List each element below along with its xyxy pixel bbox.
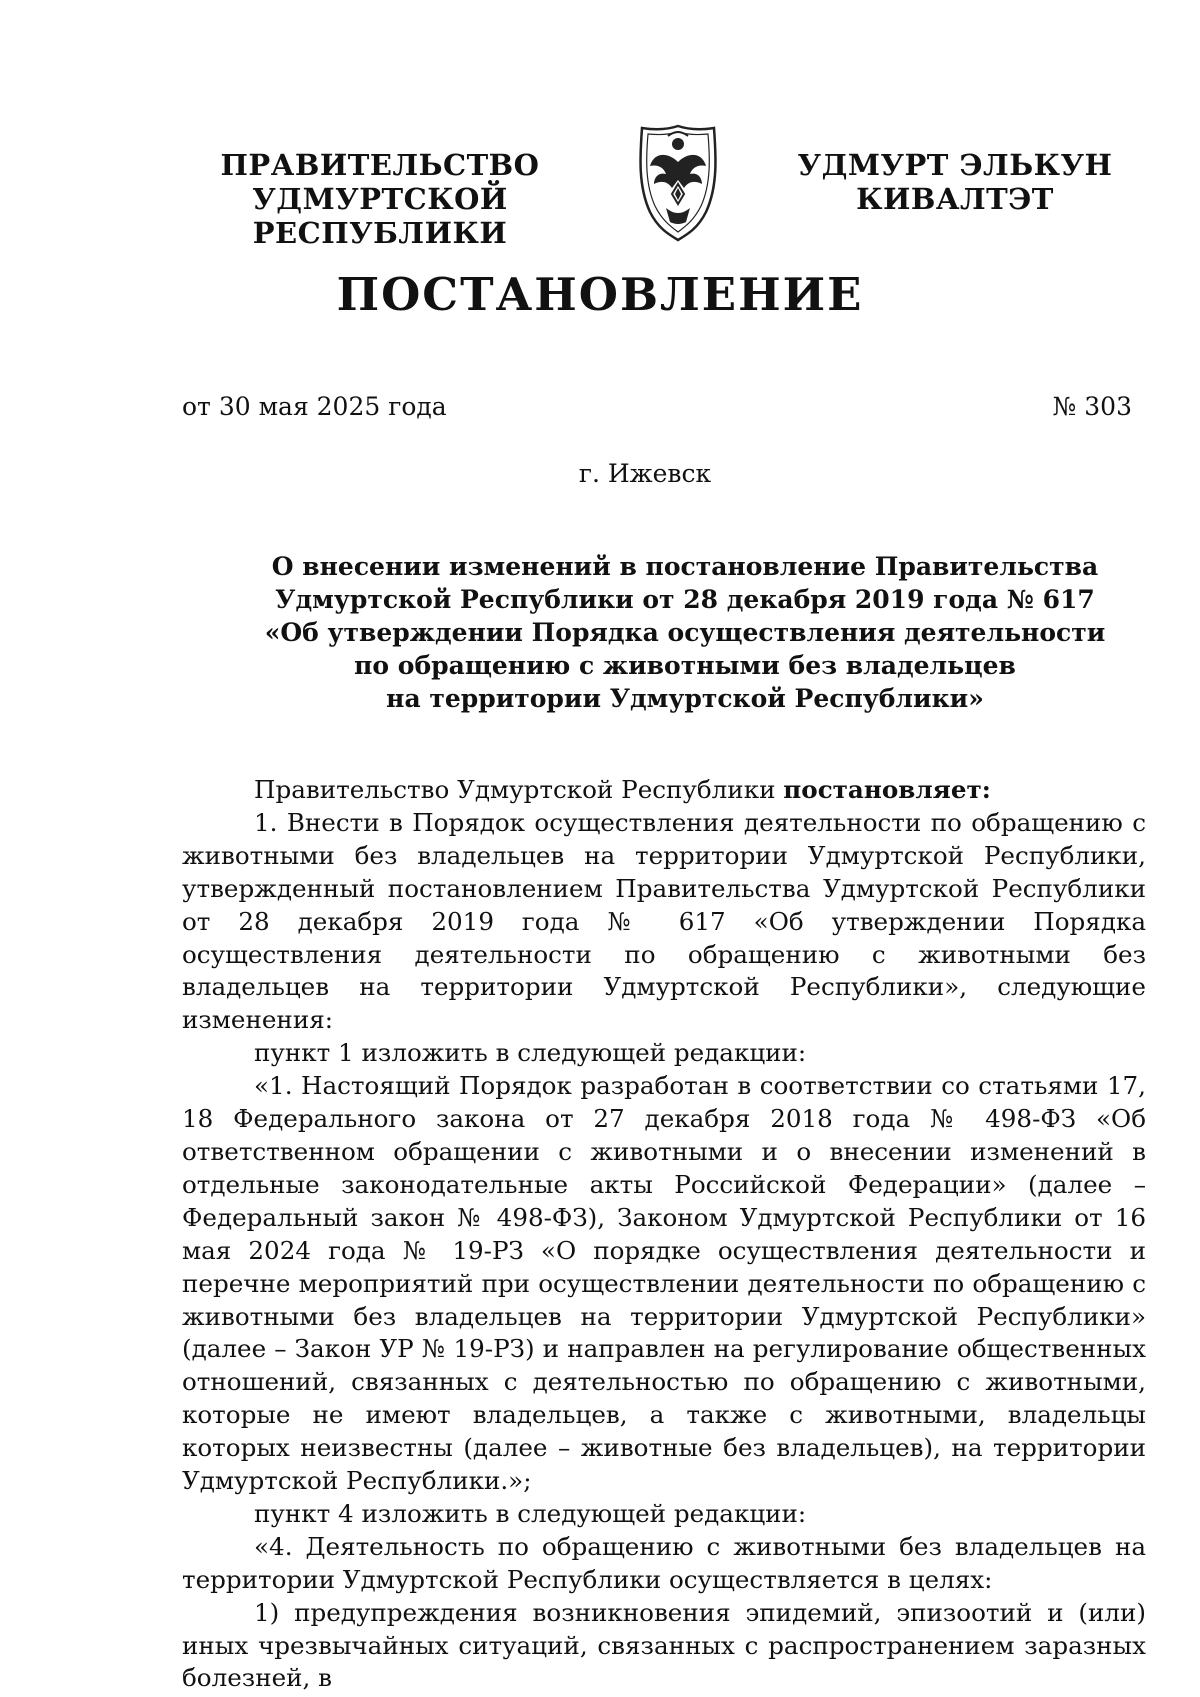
document-number: № 303 bbox=[1052, 392, 1132, 421]
org-left-line1: ПРАВИТЕЛЬСТВО bbox=[220, 148, 540, 182]
body-paragraph: пункт 1 изложить в следующей редакции: bbox=[254, 1038, 807, 1068]
title-line: по обращению с животными без владельцев bbox=[354, 651, 1016, 680]
org-name-russian bbox=[140, 148, 620, 250]
org-left-line2: УДМУРТСКОЙ РЕСПУБЛИКИ bbox=[252, 182, 508, 250]
org-right-line2: КИВАЛТЭТ bbox=[856, 182, 1054, 216]
org-name-udmurt bbox=[790, 148, 1120, 216]
document-title bbox=[200, 550, 1170, 715]
body-paragraph: «1. Настоящий Порядок разработан в соответствии со статьями 17, 18 Федерального закона от 27 декабря 2018 года № 498-ФЗ «Об ответственном обращении с животными и о внесении изменений в отдельные законодательные акты Российской Федерации» (далее – Федеральный закон № 498-ФЗ), Законом Удмуртской Республики от 16 мая 2024 года № 19-РЗ «О порядке осуществления деятельности и перечне мероприятий при осуществлении деятельности по обращению с животными без владельцев на территории Удмуртской Республики» (далее – Закон УР № 19-РЗ) и направлен на регулирование общественных отношений, связанных с деятельностью по обращению с животными, которые не имеют владельцев, а также с животными, владельцы которых неизвестны (далее – животные без владельцев), на территории Удмуртской Республики.»; bbox=[182, 1071, 1146, 1496]
title-line: на территории Удмуртской Республики» bbox=[386, 684, 984, 713]
document-date: от 30 мая 2025 года bbox=[182, 392, 447, 421]
body-paragraph: пункт 4 изложить в следующей редакции: bbox=[254, 1498, 807, 1528]
document-body bbox=[182, 774, 1146, 1695]
org-right-line1: УДМУРТ ЭЛЬКУН bbox=[797, 148, 1113, 182]
body-paragraph: 1. Внести в Порядок осуществления деятельности по обращению с животными без владельцев на территории Удмуртской Республики, утвержденный постановлением Правительства Удмуртской Республики от 28 декабря 2019 года № 617 «Об утверждении Порядка осуществления деятельности по обращению с животными без владельцев на территории Удмуртской Республики», следующие изменения: bbox=[182, 807, 1146, 1035]
preamble-paragraph bbox=[182, 774, 1146, 807]
preamble-resolves: постановляет: bbox=[783, 775, 991, 804]
document-city: г. Ижевск bbox=[578, 459, 712, 488]
document-type: ПОСТАНОВЛЕНИЕ bbox=[336, 268, 864, 321]
document-header bbox=[0, 148, 1200, 268]
coat-of-arms-icon bbox=[628, 122, 728, 242]
preamble-text: Правительство Удмуртской Республики bbox=[254, 775, 784, 804]
title-line: О внесении изменений в постановление Правительства bbox=[271, 552, 1099, 581]
title-line: «Об утверждении Порядка осуществления деятельности bbox=[264, 618, 1106, 647]
body-paragraph: 1) предупреждения возникновения эпидемий, эпизоотий и (или) иных чрезвычайных ситуаций, связанных с распространением заразных болезней, в bbox=[182, 1597, 1146, 1693]
body-paragraph: «4. Деятельность по обращению с животными без владельцев на территории Удмуртской Республики осуществляется в целях: bbox=[182, 1531, 1146, 1594]
title-line: Удмуртской Республики от 28 декабря 2019 года № 617 bbox=[275, 585, 1095, 614]
